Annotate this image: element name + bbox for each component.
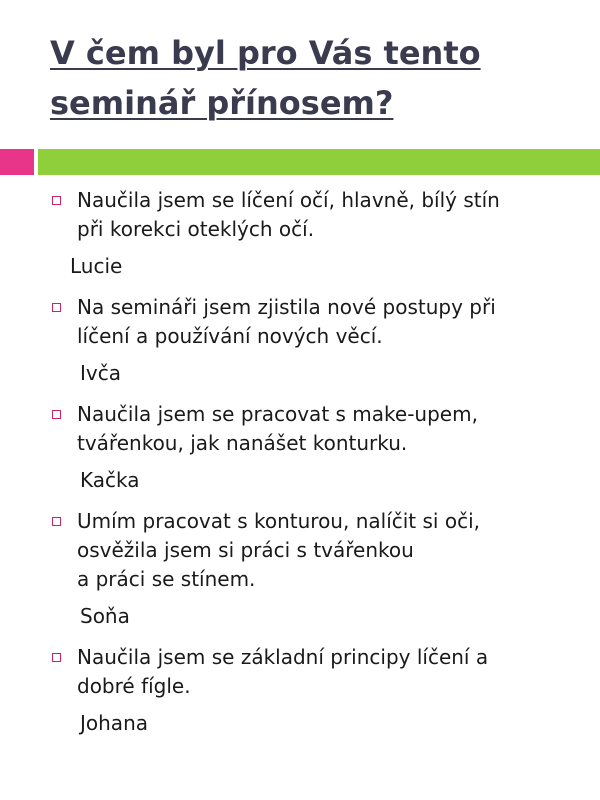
testimonial-author: Kačka — [80, 468, 140, 492]
testimonial-text: líčení a používání nových věcí. — [77, 324, 383, 348]
square-bullet-icon — [52, 196, 61, 205]
testimonial-text: při korekci oteklých očí. — [77, 217, 315, 241]
square-bullet-icon — [52, 303, 61, 312]
testimonial-text: Na semináři jsem zjistila nové postupy při — [77, 295, 496, 319]
testimonial-text: osvěžila jsem si práci s tvářenkou — [77, 538, 414, 562]
square-bullet-icon — [52, 517, 61, 526]
list-item — [50, 293, 580, 351]
testimonial-text: dobré fígle. — [77, 674, 191, 698]
list-item — [50, 643, 580, 701]
slide-title-line-2: seminář přínosem? — [50, 84, 394, 122]
testimonial-text: Naučila jsem se základní principy líčení a — [77, 645, 489, 669]
square-bullet-icon — [52, 653, 61, 662]
slide-title — [50, 28, 570, 128]
testimonial-author: Lucie — [70, 254, 123, 278]
list-item — [50, 400, 580, 458]
title-divider — [0, 149, 600, 175]
divider-pink-block — [0, 149, 34, 175]
testimonial-list — [50, 186, 580, 750]
testimonial-text: Naučila jsem se pracovat s make-upem, — [77, 402, 478, 426]
testimonial-text: tvářenkou, jak nanášet konturku. — [77, 431, 408, 455]
testimonial-author: Johana — [80, 711, 148, 735]
testimonial-author: Soňa — [80, 604, 130, 628]
list-item — [50, 186, 580, 244]
testimonial-text: Umím pracovat s konturou, nalíčit si oči, — [77, 509, 480, 533]
testimonial-author: Ivča — [80, 361, 121, 385]
divider-green-bar — [38, 149, 600, 175]
slide-title-line-1: V čem byl pro Vás tento — [50, 34, 481, 72]
square-bullet-icon — [52, 410, 61, 419]
testimonial-text: a práci se stínem. — [77, 567, 256, 591]
testimonial-text: Naučila jsem se líčení očí, hlavně, bílý stín — [77, 188, 500, 212]
list-item — [50, 507, 580, 594]
